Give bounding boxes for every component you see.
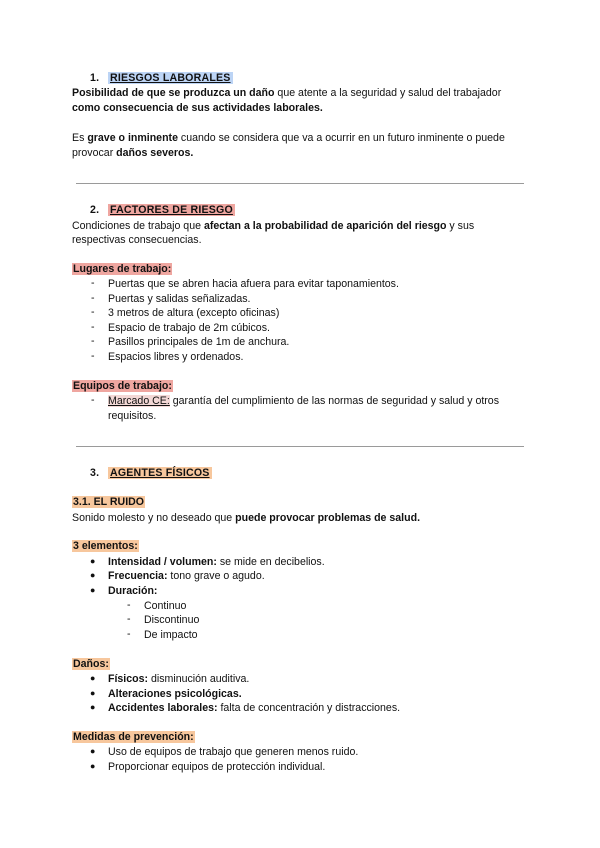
divider-1: [76, 183, 524, 184]
bullet-marker: ●: [90, 673, 96, 683]
equipos-item-line-2: requisitos.: [108, 410, 157, 422]
divider-2: [76, 446, 524, 447]
section-2-heading: 2. FACTORES DE RIESGO: [90, 204, 233, 216]
section-1-heading: 1. RIESGOS LABORALES: [90, 72, 231, 84]
bullet-marker: ●: [90, 702, 96, 712]
dano-item: Físicos: disminución auditiva.: [108, 673, 250, 685]
s1-paragraph-1-line-2: como consecuencia de sus actividades laborales.: [72, 102, 323, 114]
medida-item: Uso de equipos de trabajo que generen menos ruido.: [108, 746, 359, 758]
lugares-item: Pasillos principales de 1m de anchura.: [108, 336, 290, 348]
dash-marker: -: [127, 628, 131, 640]
s1-paragraph-1-line-1: Posibilidad de que se produzca un daño que atente a la seguridad y salud del trabajador: [72, 87, 502, 99]
subsection-3-1-title: 3.1. EL RUIDO: [73, 496, 145, 508]
lugares-title: Lugares de trabajo:: [73, 263, 172, 275]
lugares-item: Espacios libres y ordenados.: [108, 351, 244, 363]
elemento-item: Duración:: [108, 585, 158, 597]
bullet-marker: ●: [90, 585, 96, 595]
dash-marker: -: [91, 394, 95, 406]
lugares-item: Puertas y salidas señalizadas.: [108, 293, 251, 305]
bullet-marker: ●: [90, 746, 96, 756]
equipos-item-line-1: Marcado CE: garantía del cumplimiento de las normas de seguridad y salud y otros: [108, 395, 499, 407]
bullet-marker: ●: [90, 570, 96, 580]
bullet-marker: ●: [90, 761, 96, 771]
equipos-title: Equipos de trabajo:: [73, 380, 172, 392]
lugares-item: Espacio de trabajo de 2m cúbicos.: [108, 322, 270, 334]
dano-item: Accidentes laborales: falta de concentración y distracciones.: [108, 702, 401, 714]
duracion-item: Discontinuo: [144, 614, 200, 626]
medida-item: Proporcionar equipos de protección individual.: [108, 761, 326, 773]
duracion-item: De impacto: [144, 629, 198, 641]
section-3-title: AGENTES FÍSICOS: [110, 467, 210, 479]
section-1-title: RIESGOS LABORALES: [110, 72, 231, 84]
dash-marker: -: [127, 599, 131, 611]
section-2-title: FACTORES DE RIESGO: [110, 204, 233, 216]
duracion-item: Continuo: [144, 600, 187, 612]
dash-marker: -: [127, 613, 131, 625]
dash-marker: -: [91, 277, 95, 289]
lugares-item: Puertas que se abren hacia afuera para evitar taponamientos.: [108, 278, 399, 290]
s3-paragraph: Sonido molesto y no deseado que puede provocar problemas de salud.: [72, 512, 421, 524]
dash-marker: -: [91, 321, 95, 333]
lugares-item: 3 metros de altura (excepto oficinas): [108, 307, 280, 319]
dash-marker: -: [91, 350, 95, 362]
dash-marker: -: [91, 306, 95, 318]
marcado-ce-link[interactable]: Marcado CE:: [108, 395, 170, 407]
dash-marker: -: [91, 335, 95, 347]
elemento-item: Frecuencia: tono grave o agudo.: [108, 570, 265, 582]
dano-item: Alteraciones psicológicas.: [108, 688, 242, 700]
section-3-heading: 3. AGENTES FÍSICOS: [90, 467, 210, 479]
danos-title: Daños:: [73, 658, 109, 670]
elementos-title: 3 elementos:: [73, 540, 138, 552]
s1-paragraph-2-line-1: Es grave o inminente cuando se considera que va a ocurrir en un futuro inminente o puede: [72, 132, 505, 144]
bullet-marker: ●: [90, 688, 96, 698]
bullet-marker: ●: [90, 556, 96, 566]
s2-paragraph-line-1: Condiciones de trabajo que afectan a la probabilidad de aparición del riesgo y sus: [72, 220, 475, 232]
s1-paragraph-2-line-2: provocar daños severos.: [72, 147, 194, 159]
medidas-title: Medidas de prevención:: [73, 731, 194, 743]
s2-paragraph-line-2: respectivas consecuencias.: [72, 234, 202, 246]
elemento-item: Intensidad / volumen: se mide en decibelios.: [108, 556, 325, 568]
dash-marker: -: [91, 292, 95, 304]
